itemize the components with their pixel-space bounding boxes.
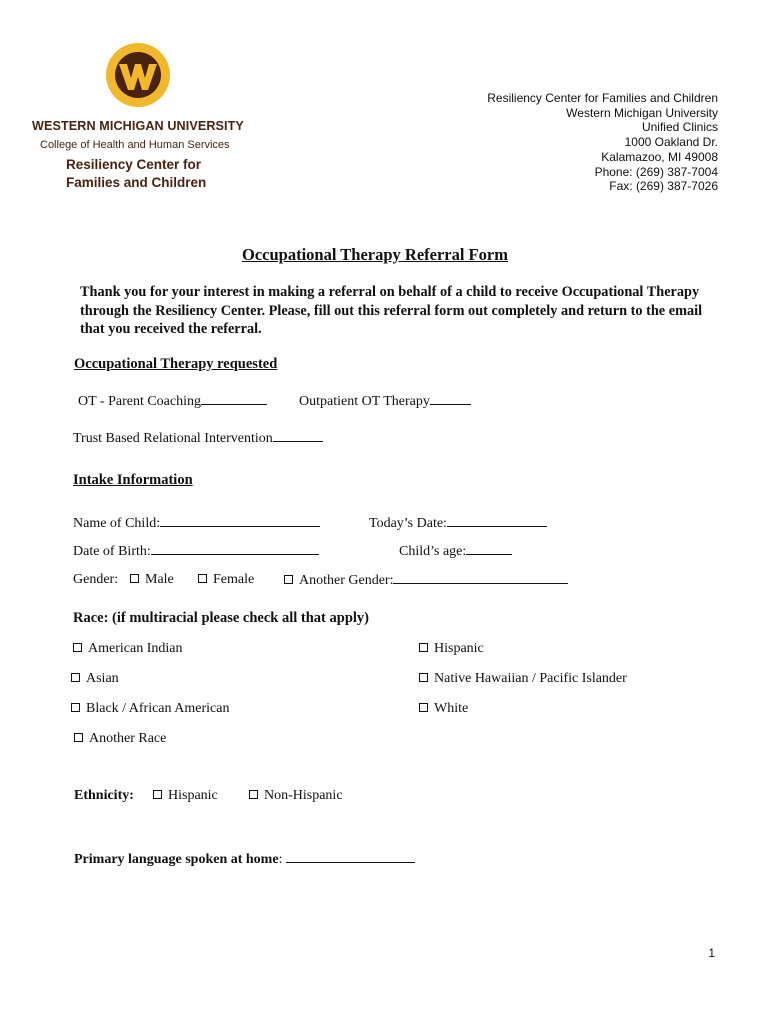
dob-field[interactable] [151, 543, 319, 555]
gender-female-checkbox[interactable] [198, 574, 207, 583]
address-line: Western Michigan University [566, 105, 718, 120]
address-line: Resiliency Center for Families and Children [487, 91, 718, 105]
race-black-option[interactable] [71, 701, 229, 717]
race-asian-checkbox[interactable] [71, 673, 80, 682]
gender-female-option[interactable] [198, 572, 254, 588]
race-american-indian-checkbox[interactable] [73, 643, 82, 652]
ot-section-heading: Occupational Therapy requested [74, 356, 278, 372]
ot-parent-coaching-label: OT - Parent Coaching [78, 394, 201, 409]
todays-date-row [369, 515, 547, 532]
race-white-label: White [434, 701, 469, 716]
center-line-1: Resiliency Center for [66, 157, 202, 172]
race-pacific-islander-option[interactable] [419, 671, 627, 687]
ot-trust-based [73, 430, 323, 447]
intro-paragraph: Thank you for your interest in making a referral on behalf of a child to receive Occupational Therapy through the Resiliency Center. Please, fill out this referral form out completely and return to the email that you received the referral. [80, 284, 703, 337]
ot-trust-based-field[interactable] [273, 430, 323, 442]
page-title: Occupational Therapy Referral Form [242, 245, 508, 264]
race-another-option[interactable] [74, 731, 166, 747]
college-name: College of Health and Human Services [40, 139, 230, 151]
address-line: 1000 Oakland Dr. [624, 135, 718, 150]
ethnicity-hispanic-label: Hispanic [168, 788, 218, 803]
gender-another-field[interactable] [393, 572, 568, 584]
child-age-label: Child’s age: [399, 544, 467, 559]
address-line: Kalamazoo, MI 49008 [601, 149, 718, 164]
gender-label: Gender: [73, 572, 119, 587]
ethnicity-label: Ethnicity: [74, 788, 134, 803]
gender-another-option[interactable] [284, 572, 568, 589]
ethnicity-non-hispanic-label: Non-Hispanic [264, 788, 343, 803]
race-another-checkbox[interactable] [74, 733, 83, 742]
gender-male-label: Male [145, 572, 174, 587]
ot-trust-based-label: Trust Based Relational Intervention [73, 431, 273, 446]
ot-parent-coaching-field[interactable] [201, 393, 267, 405]
ethnicity-non-hispanic-checkbox[interactable] [249, 790, 258, 799]
center-line-2: Families and Children [66, 175, 207, 190]
race-hispanic-option[interactable] [419, 641, 484, 657]
address-block [487, 91, 718, 194]
address-line: Unified Clinics [641, 120, 718, 135]
intake-heading: Intake Information [73, 472, 193, 488]
dob-label: Date of Birth: [73, 544, 151, 559]
ethnicity-hispanic-checkbox[interactable] [153, 790, 162, 799]
race-pacific-islander-checkbox[interactable] [419, 673, 428, 682]
race-hispanic-checkbox[interactable] [419, 643, 428, 652]
page-number: 1 [708, 946, 715, 960]
ot-outpatient [299, 393, 471, 410]
ethnicity-hispanic-option[interactable] [153, 788, 218, 804]
address-line: Fax: (269) 387-7026 [609, 179, 718, 194]
race-white-option[interactable] [419, 701, 468, 717]
child-age-row [399, 543, 512, 560]
gender-female-label: Female [213, 572, 255, 587]
child-age-field[interactable] [466, 543, 512, 555]
gender-male-option[interactable] [130, 572, 174, 588]
gender-another-label: Another Gender: [299, 573, 394, 588]
race-another-label: Another Race [89, 731, 167, 746]
gender-another-checkbox[interactable] [284, 575, 293, 584]
race-pacific-islander-label: Native Hawaiian / Pacific Islander [434, 671, 627, 686]
race-heading: Race: (if multiracial please check all that apply) [73, 610, 369, 626]
address-line: Phone: (269) 387-7004 [594, 164, 718, 179]
race-american-indian-option[interactable] [73, 641, 182, 657]
todays-date-field[interactable] [447, 515, 547, 527]
child-name-field[interactable] [160, 515, 320, 527]
language-field[interactable] [286, 851, 415, 863]
ethnicity-non-hispanic-option[interactable] [249, 788, 343, 804]
wmu-logo-mark [105, 42, 171, 108]
ot-outpatient-label: Outpatient OT Therapy [299, 394, 430, 409]
language-label: Primary language spoken at home [74, 852, 279, 867]
dob-row [73, 543, 319, 560]
race-hispanic-label: Hispanic [434, 641, 484, 656]
ot-outpatient-field[interactable] [430, 393, 471, 405]
todays-date-label: Today’s Date: [369, 516, 447, 531]
university-name: WESTERN MICHIGAN UNIVERSITY [32, 119, 244, 133]
center-name [66, 156, 206, 192]
ot-parent-coaching [78, 393, 267, 410]
gender-male-checkbox[interactable] [130, 574, 139, 583]
child-name-label: Name of Child: [73, 516, 161, 531]
child-name-row [73, 515, 320, 532]
language-row [74, 851, 415, 868]
race-black-checkbox[interactable] [71, 703, 80, 712]
race-white-checkbox[interactable] [419, 703, 428, 712]
language-colon: : [278, 852, 283, 867]
race-asian-option[interactable] [71, 671, 119, 687]
race-black-label: Black / African American [86, 701, 230, 716]
race-american-indian-label: American Indian [88, 641, 183, 656]
race-asian-label: Asian [86, 671, 119, 686]
